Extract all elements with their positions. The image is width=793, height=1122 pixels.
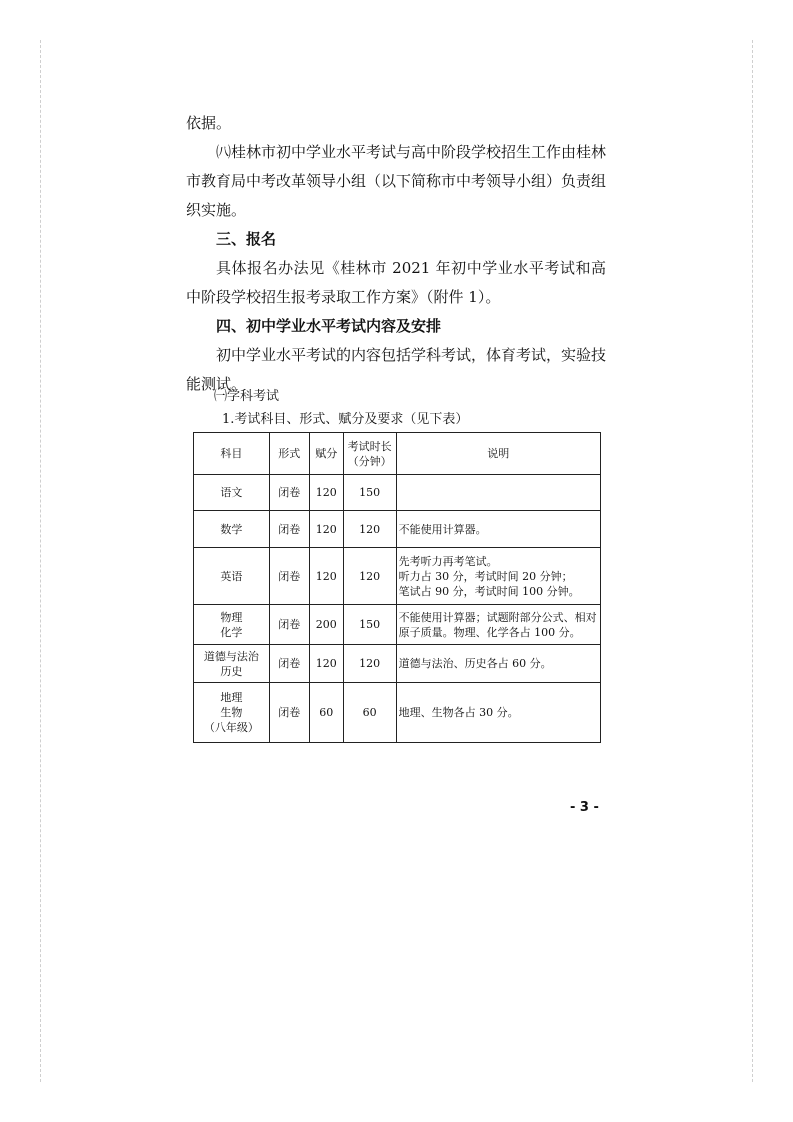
heading-registration: 三、报名 [216,230,277,248]
cell-time: 120 [343,548,396,605]
cell-subject: 地理 生物 （八年级） [194,683,270,743]
cell-note: 道德与法治、历史各占 60 分。 [396,645,600,683]
header-note: 说明 [396,433,600,475]
right-margin-line [752,40,753,1082]
cell-form: 闭卷 [269,605,309,645]
cell-score: 200 [309,605,343,645]
cell-form: 闭卷 [269,475,309,511]
cell-time: 120 [343,645,396,683]
subheading-exam-table: 1.考试科目、形式、赋分及要求（见下表） [222,412,469,427]
page-number: - 3 - [570,800,599,815]
paragraph-basis: 依据。 [186,114,232,132]
cell-time: 150 [343,605,396,645]
left-margin-line [40,40,41,1082]
table-row [194,511,601,548]
cell-note: 不能使用计算器；试题附部分公式、相对原子质量。物理、化学各占 100 分。 [396,605,600,645]
subheading-subject-exam: ㈠学科考试 [214,389,280,404]
header-score: 赋分 [309,433,343,475]
table-row [194,548,601,605]
table-row [194,645,601,683]
header-subject: 科目 [194,433,270,475]
cell-time: 60 [343,683,396,743]
cell-form: 闭卷 [269,511,309,548]
cell-time: 150 [343,475,396,511]
cell-score: 120 [309,511,343,548]
table-row [194,605,601,645]
heading-exam-content: 四、初中学业水平考试内容及安排 [216,317,442,335]
cell-note: 地理、生物各占 30 分。 [396,683,600,743]
paragraph-exam-content: 初中学业水平考试的内容包括学科考试，体育考试，实验技能测试。 [186,346,607,393]
cell-subject: 语文 [194,475,270,511]
cell-subject: 数学 [194,511,270,548]
cell-subject: 英语 [194,548,270,605]
cell-subject: 物理 化学 [194,605,270,645]
cell-score: 120 [309,475,343,511]
cell-form: 闭卷 [269,683,309,743]
table-header-row [194,433,601,475]
paragraph-organization: ㈧桂林市初中学业水平考试与高中阶段学校招生工作由桂林市教育局中考改革领导小组（以下简称市中考领导小组）负责组织实施。 [186,143,607,219]
header-form: 形式 [269,433,309,475]
cell-note: 先考听力再考笔试。 听力占 30 分，考试时间 20 分钟； 笔试占 90 分，考试时间 100 分钟。 [396,548,600,605]
paragraph-registration: 具体报名办法见《桂林市 2021 年初中学业水平考试和高中阶段学校招生报考录取工作方案》（附件 1）。 [186,259,606,306]
cell-note [396,475,600,511]
exam-subject-table [193,432,601,743]
header-time: 考试时长（分钟） [343,433,396,475]
cell-score: 120 [309,548,343,605]
cell-subject: 道德与法治 历史 [194,645,270,683]
cell-note: 不能使用计算器。 [396,511,600,548]
table-row [194,683,601,743]
cell-score: 60 [309,683,343,743]
cell-form: 闭卷 [269,548,309,605]
cell-form: 闭卷 [269,645,309,683]
cell-score: 120 [309,645,343,683]
table-row [194,475,601,511]
cell-time: 120 [343,511,396,548]
